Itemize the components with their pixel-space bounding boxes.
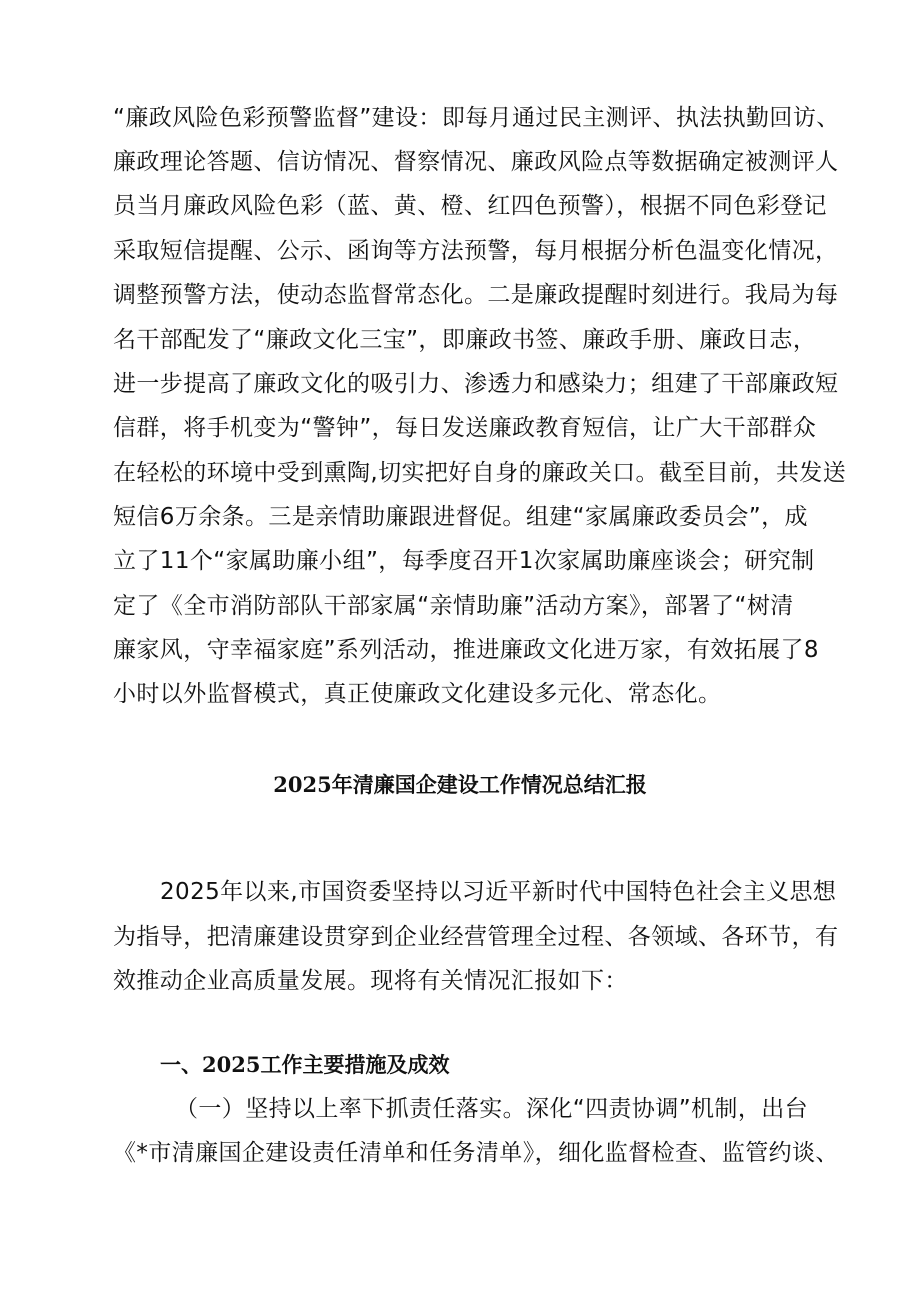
paragraph1-line: 廉家风，守幸福家庭”系列活动，推进廉政文化进万家，有效拓展了8 bbox=[113, 637, 819, 663]
paragraph1-line: 采取短信提醒、公示、函询等方法预警，每月根据分析色温变化情况， bbox=[113, 238, 839, 264]
paragraph1-line: 短信6万余条。三是亲情助廉跟进督促。组建“家属廉政委员会”，成 bbox=[113, 504, 808, 530]
paragraph1-line: 小时以外监督模式，真正使廉政文化建设多元化、常态化。 bbox=[113, 681, 722, 707]
paragraph2-line: 2025年以来,市国资委坚持以习近平新时代中国特色社会主义思想 bbox=[160, 879, 837, 905]
document-title: 2025年清廉国企建设工作情况总结汇报 bbox=[273, 772, 647, 797]
paragraph2-line: 为指导，把清廉建设贯穿到企业经营管理全过程、各领域、各环节，有 bbox=[113, 924, 839, 950]
paragraph1-line: 信群，将手机变为“警钟”，每日发送廉政教育短信，让广大干部群众 bbox=[113, 415, 817, 441]
paragraph1-line: 员当月廉政风险色彩（蓝、黄、橙、红四色预警），根据不同色彩登记 bbox=[113, 193, 827, 219]
paragraph1-line: 在轻松的环境中受到熏陶,切实把好自身的廉政关口。截至目前，共发送 bbox=[113, 460, 847, 486]
paragraph1-line: 立了11个“家属助廉小组”，每季度召开1次家属助廉座谈会；研究制 bbox=[113, 548, 815, 574]
paragraph1-line: 定了《全市消防部队干部家属“亲情助廉”活动方案》，部署了“树清 bbox=[113, 593, 794, 619]
paragraph3-line: 《*市清廉国企建设责任清单和任务清单》，细化监督检查、监管约谈、 bbox=[113, 1140, 839, 1166]
section-heading: 一、2025工作主要措施及成效 bbox=[160, 1052, 450, 1077]
paragraph3-line: （一）坚持以上率下抓责任落实。深化“四责协调”机制，出台 bbox=[175, 1096, 809, 1122]
paragraph1-line: 调整预警方法，使动态监督常态化。二是廉政提醒时刻进行。我局为每 bbox=[113, 282, 839, 308]
paragraph1-line: 廉政理论答题、信访情况、督察情况、廉政风险点等数据确定被测评人 bbox=[113, 149, 839, 175]
paragraph2-line: 效推动企业高质量发展。现将有关情况汇报如下： bbox=[113, 968, 628, 994]
paragraph1-line: 名干部配发了“廉政文化三宝”，即廉政书签、廉政手册、廉政日志， bbox=[113, 327, 817, 353]
paragraph1-line: 进一步提高了廉政文化的吸引力、渗透力和感染力；组建了干部廉政短 bbox=[113, 371, 839, 397]
paragraph1-line: “廉政风险色彩预警监督”建设：即每月通过民主测评、执法执勤回访、 bbox=[113, 105, 840, 131]
